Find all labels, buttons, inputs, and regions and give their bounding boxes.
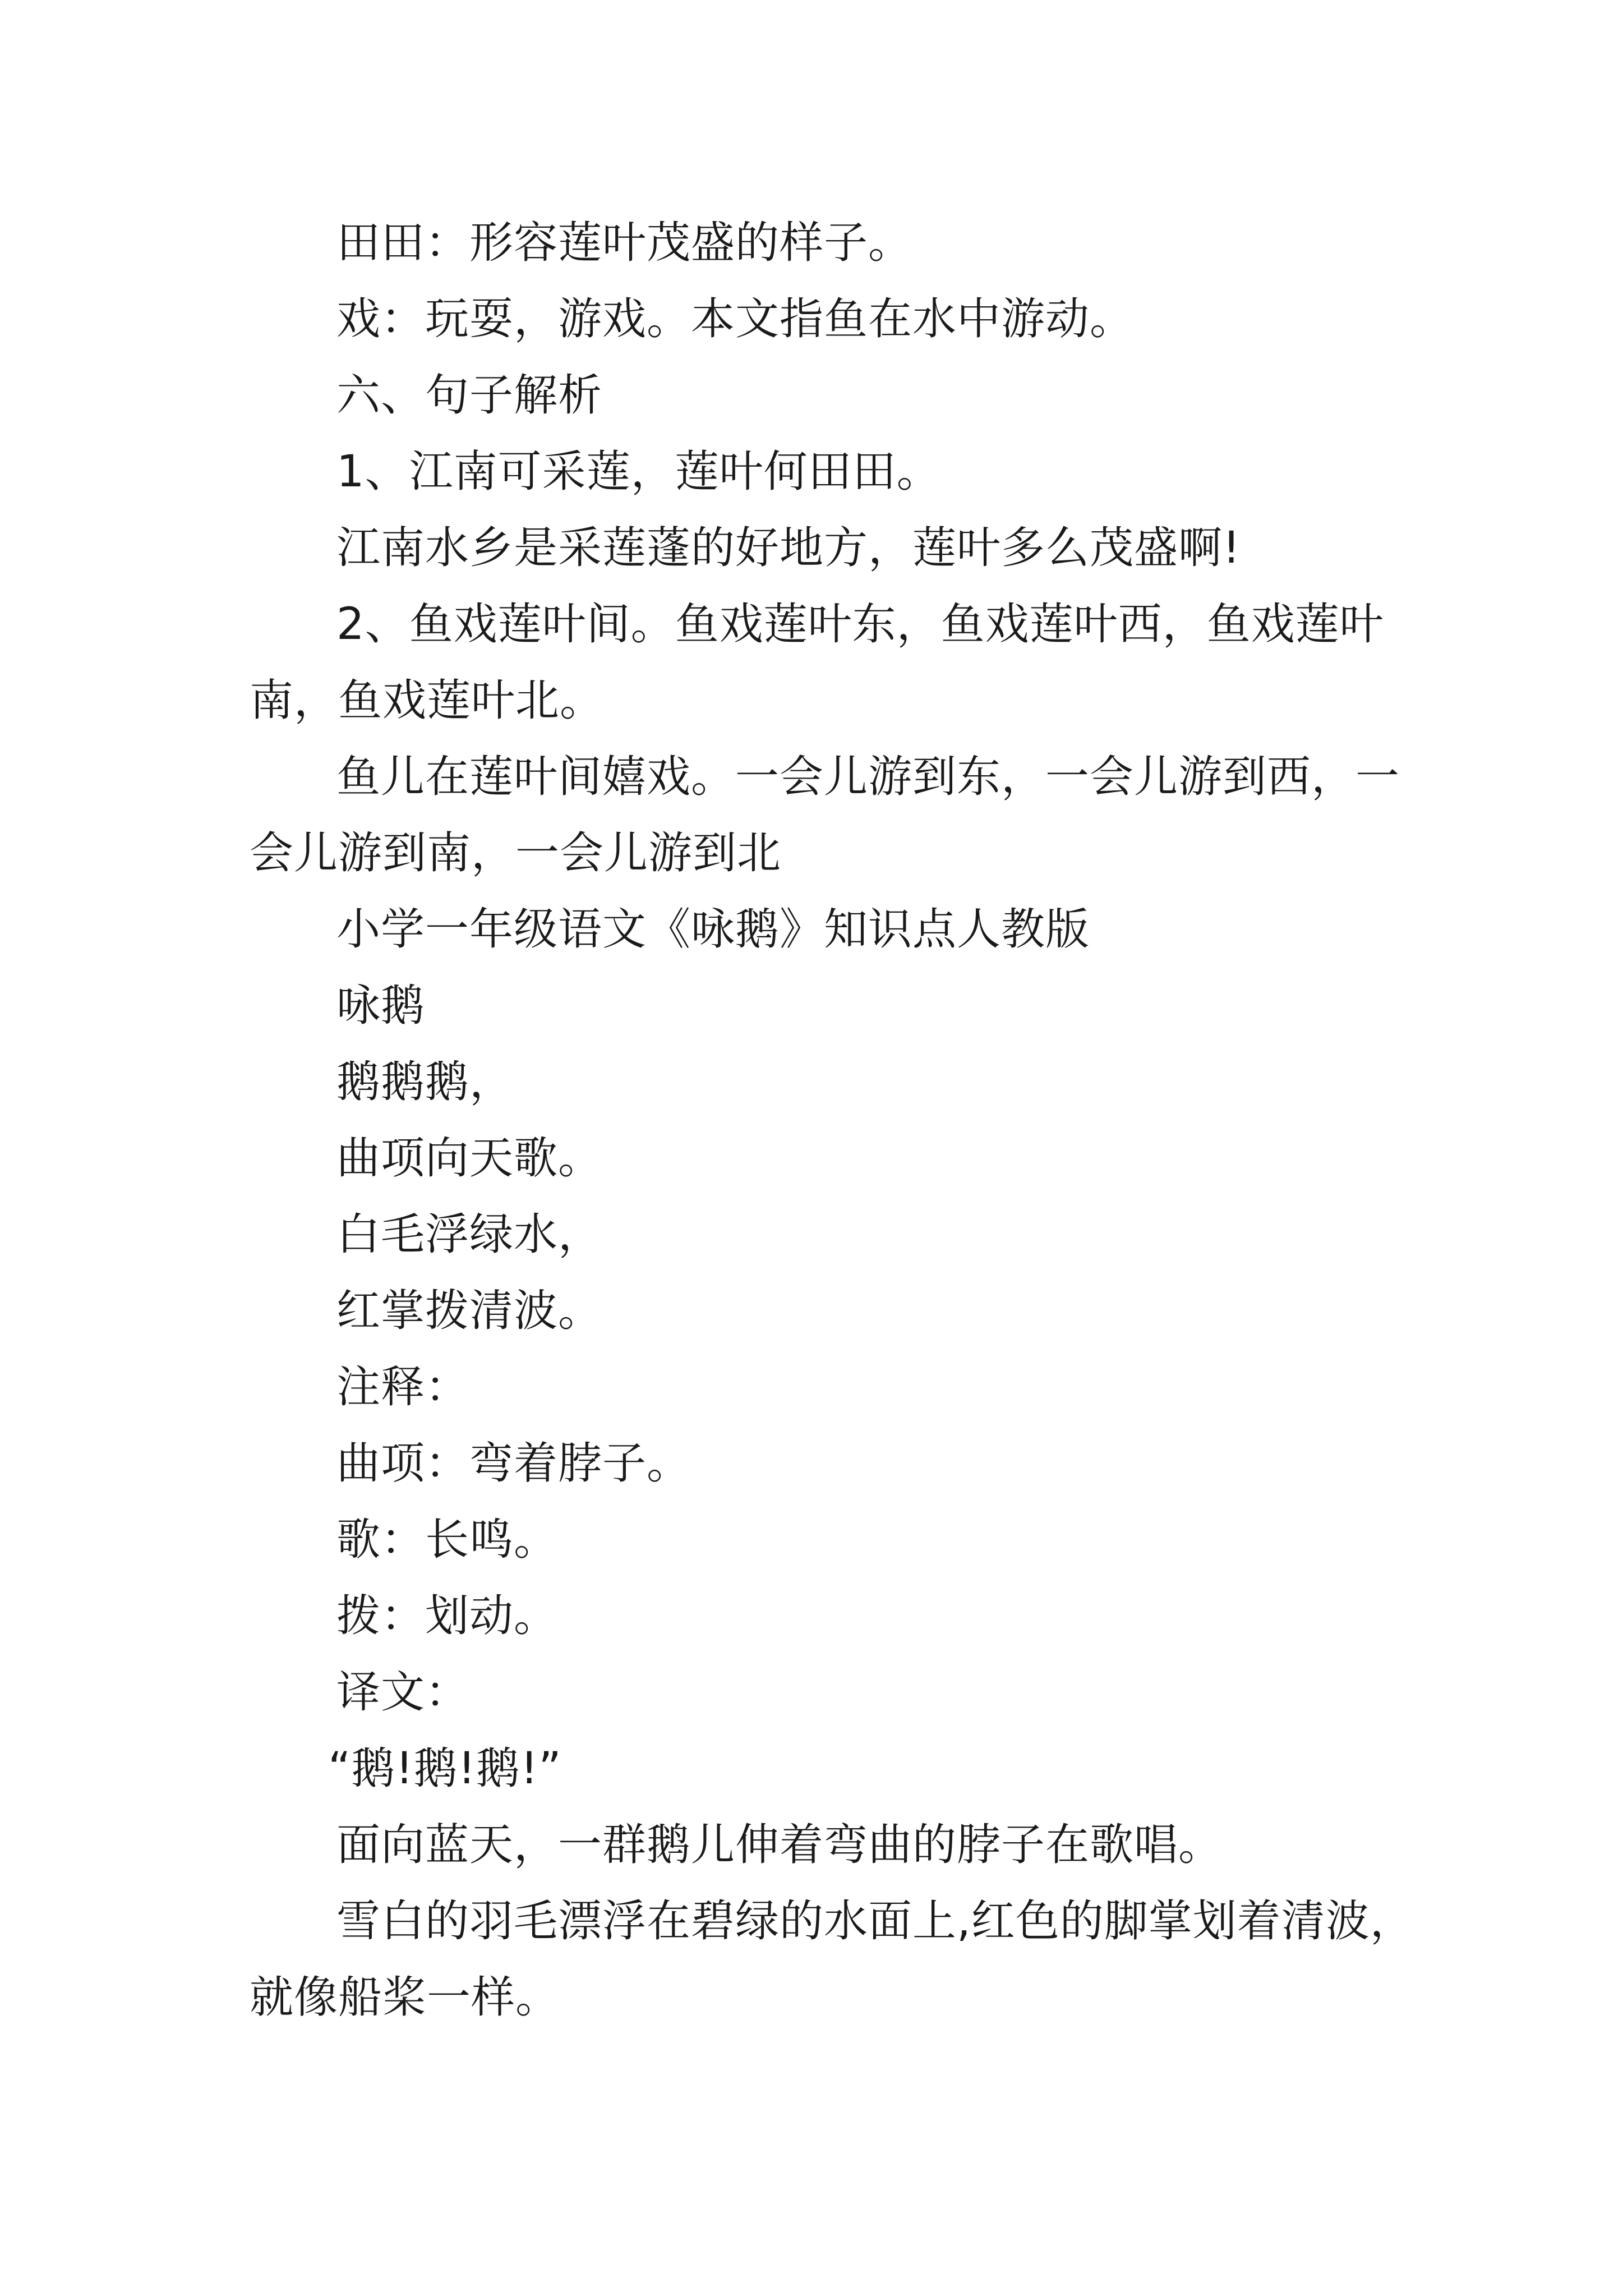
text-line-6: 2、鱼戏莲叶间。鱼戏莲叶东，鱼戏莲叶西，鱼戏莲叶 xyxy=(336,599,1384,650)
article-title: 小学一年级语文《咏鹅》知识点人教版 xyxy=(336,904,1090,955)
note-line-1: 曲项：弯着脖子。 xyxy=(336,1438,691,1489)
note-line-2: 歌：长鸣。 xyxy=(336,1515,559,1565)
text-line-8: 鱼儿在莲叶间嬉戏。一会儿游到东，一会儿游到西，一 xyxy=(336,752,1400,802)
translation-heading: 译文： xyxy=(336,1667,470,1718)
text-line-5: 江南水乡是采莲蓬的好地方，莲叶多么茂盛啊! xyxy=(336,523,1241,573)
translation-line-4: 就像船桨一样。 xyxy=(250,1972,560,2023)
text-line-2: 戏：玩耍，游戏。本文指鱼在水中游动。 xyxy=(336,294,1135,344)
poem-line-1: 鹅鹅鹅， xyxy=(336,1057,514,1107)
poem-line-4: 红掌拨清波。 xyxy=(336,1286,603,1336)
text-line-9: 会儿游到南，一会儿游到北 xyxy=(250,828,782,878)
translation-line-2: 面向蓝天，一群鹅儿伸着弯曲的脖子在歌唱。 xyxy=(336,1820,1223,1870)
translation-line-1: “鹅!鹅!鹅!” xyxy=(328,1743,562,1794)
section-heading: 六、句子解析 xyxy=(336,370,603,421)
poem-line-3: 白毛浮绿水， xyxy=(336,1209,603,1260)
text-line-1: 田田：形容莲叶茂盛的样子。 xyxy=(336,218,913,268)
text-line-4: 1、江南可采莲，莲叶何田田。 xyxy=(336,447,941,497)
poem-title: 咏鹅 xyxy=(336,981,426,1031)
translation-line-3: 雪白的羽毛漂浮在碧绿的水面上,红色的脚掌划着清波， xyxy=(336,1896,1414,1947)
note-line-3: 拨：划动。 xyxy=(336,1591,559,1641)
notes-heading: 注释： xyxy=(336,1362,470,1412)
poem-line-2: 曲项向天歌。 xyxy=(336,1133,603,1184)
text-line-7: 南，鱼戏莲叶北。 xyxy=(250,675,605,726)
